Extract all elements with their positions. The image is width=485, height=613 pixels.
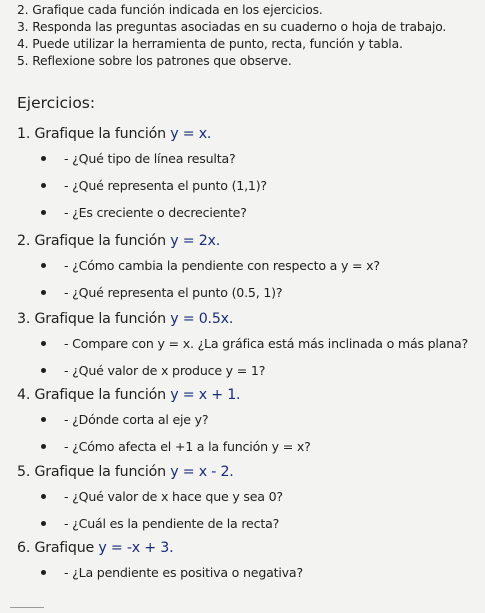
divider xyxy=(10,607,44,608)
section-title: Ejercicios: xyxy=(17,94,96,112)
question-text: - ¿La pendiente es positiva o negativa? xyxy=(64,565,303,580)
exercise-title xyxy=(17,232,482,250)
exercise-title xyxy=(17,310,482,328)
bullet-icon xyxy=(41,341,46,346)
bullet-icon xyxy=(41,444,46,449)
exercise-function: y = 0.5x. xyxy=(170,311,234,327)
question-text: - ¿Qué representa el punto (1,1)? xyxy=(64,178,267,193)
exercise-function: y = x. xyxy=(170,126,212,142)
bullet-icon xyxy=(41,521,46,526)
exercise-5 xyxy=(17,463,482,533)
exercise-title xyxy=(17,125,482,143)
exercise-function: y = x - 2. xyxy=(170,464,234,480)
bullet-icon xyxy=(41,290,46,295)
list-item xyxy=(17,257,482,275)
question-text: - ¿Qué representa el punto (0.5, 1)? xyxy=(64,285,283,300)
exercise-title xyxy=(17,539,482,557)
exercise-title-prefix: 2. Grafique la función xyxy=(17,233,171,249)
exercise-4 xyxy=(17,386,482,456)
exercise-function: y = x + 1. xyxy=(170,387,241,403)
list-item xyxy=(17,284,482,302)
list-item xyxy=(17,515,482,533)
question-text: - ¿Qué valor de x hace que y sea 0? xyxy=(64,489,283,504)
bullet-icon xyxy=(41,156,46,161)
exercise-title-prefix: 5. Grafique la función xyxy=(17,464,171,480)
exercise-title xyxy=(17,386,482,404)
question-text: - ¿Qué tipo de línea resulta? xyxy=(64,151,236,166)
list-item xyxy=(17,411,482,429)
exercise-title-prefix: 3. Grafique la función xyxy=(17,311,171,327)
bullet-icon xyxy=(41,494,46,499)
bullet-icon xyxy=(41,263,46,268)
question-text: - ¿Cómo cambia la pendiente con respecto a y = x? xyxy=(64,258,380,273)
exercise-2 xyxy=(17,232,482,302)
exercise-1 xyxy=(17,125,482,222)
list-item xyxy=(17,564,482,582)
bullet-icon xyxy=(41,183,46,188)
question-text: - ¿Qué valor de x produce y = 1? xyxy=(64,363,266,378)
instruction-line: 3. Responda las preguntas asociadas en su cuaderno o hoja de trabajo. xyxy=(17,20,447,34)
exercise-title-prefix: 4. Grafique la función xyxy=(17,387,171,403)
exercise-title-prefix: 1. Grafique la función xyxy=(17,126,171,142)
instruction-line: 2. Grafique cada función indicada en los ejercicios. xyxy=(17,3,323,17)
bullet-icon xyxy=(41,417,46,422)
question-text: - ¿Cuál es la pendiente de la recta? xyxy=(64,516,280,531)
instruction-line: 5. Reflexione sobre los patrones que observe. xyxy=(17,54,292,68)
question-text: - ¿Cómo afecta el +1 a la función y = x? xyxy=(64,439,311,454)
instructions-list xyxy=(17,2,482,70)
list-item xyxy=(17,335,482,353)
exercise-title xyxy=(17,463,482,481)
list-item xyxy=(17,488,482,506)
bullet-icon xyxy=(41,210,46,215)
exercise-3 xyxy=(17,310,482,380)
question-text: - ¿Es creciente o decreciente? xyxy=(64,205,247,220)
instruction-line: 4. Puede utilizar la herramienta de punto, recta, función y tabla. xyxy=(17,37,403,51)
exercise-6 xyxy=(17,539,482,582)
list-item xyxy=(17,362,482,380)
exercise-title-prefix: 6. Grafique xyxy=(17,540,99,556)
exercise-function: y = -x + 3. xyxy=(98,540,174,556)
question-text: - Compare con y = x. ¿La gráfica está más inclinada o más plana? xyxy=(64,336,469,351)
list-item xyxy=(17,150,482,168)
bullet-icon xyxy=(41,368,46,373)
list-item xyxy=(17,204,482,222)
exercise-function: y = 2x. xyxy=(170,233,221,249)
list-item xyxy=(17,438,482,456)
list-item xyxy=(17,177,482,195)
bullet-icon xyxy=(41,570,46,575)
question-text: - ¿Dónde corta al eje y? xyxy=(64,412,209,427)
